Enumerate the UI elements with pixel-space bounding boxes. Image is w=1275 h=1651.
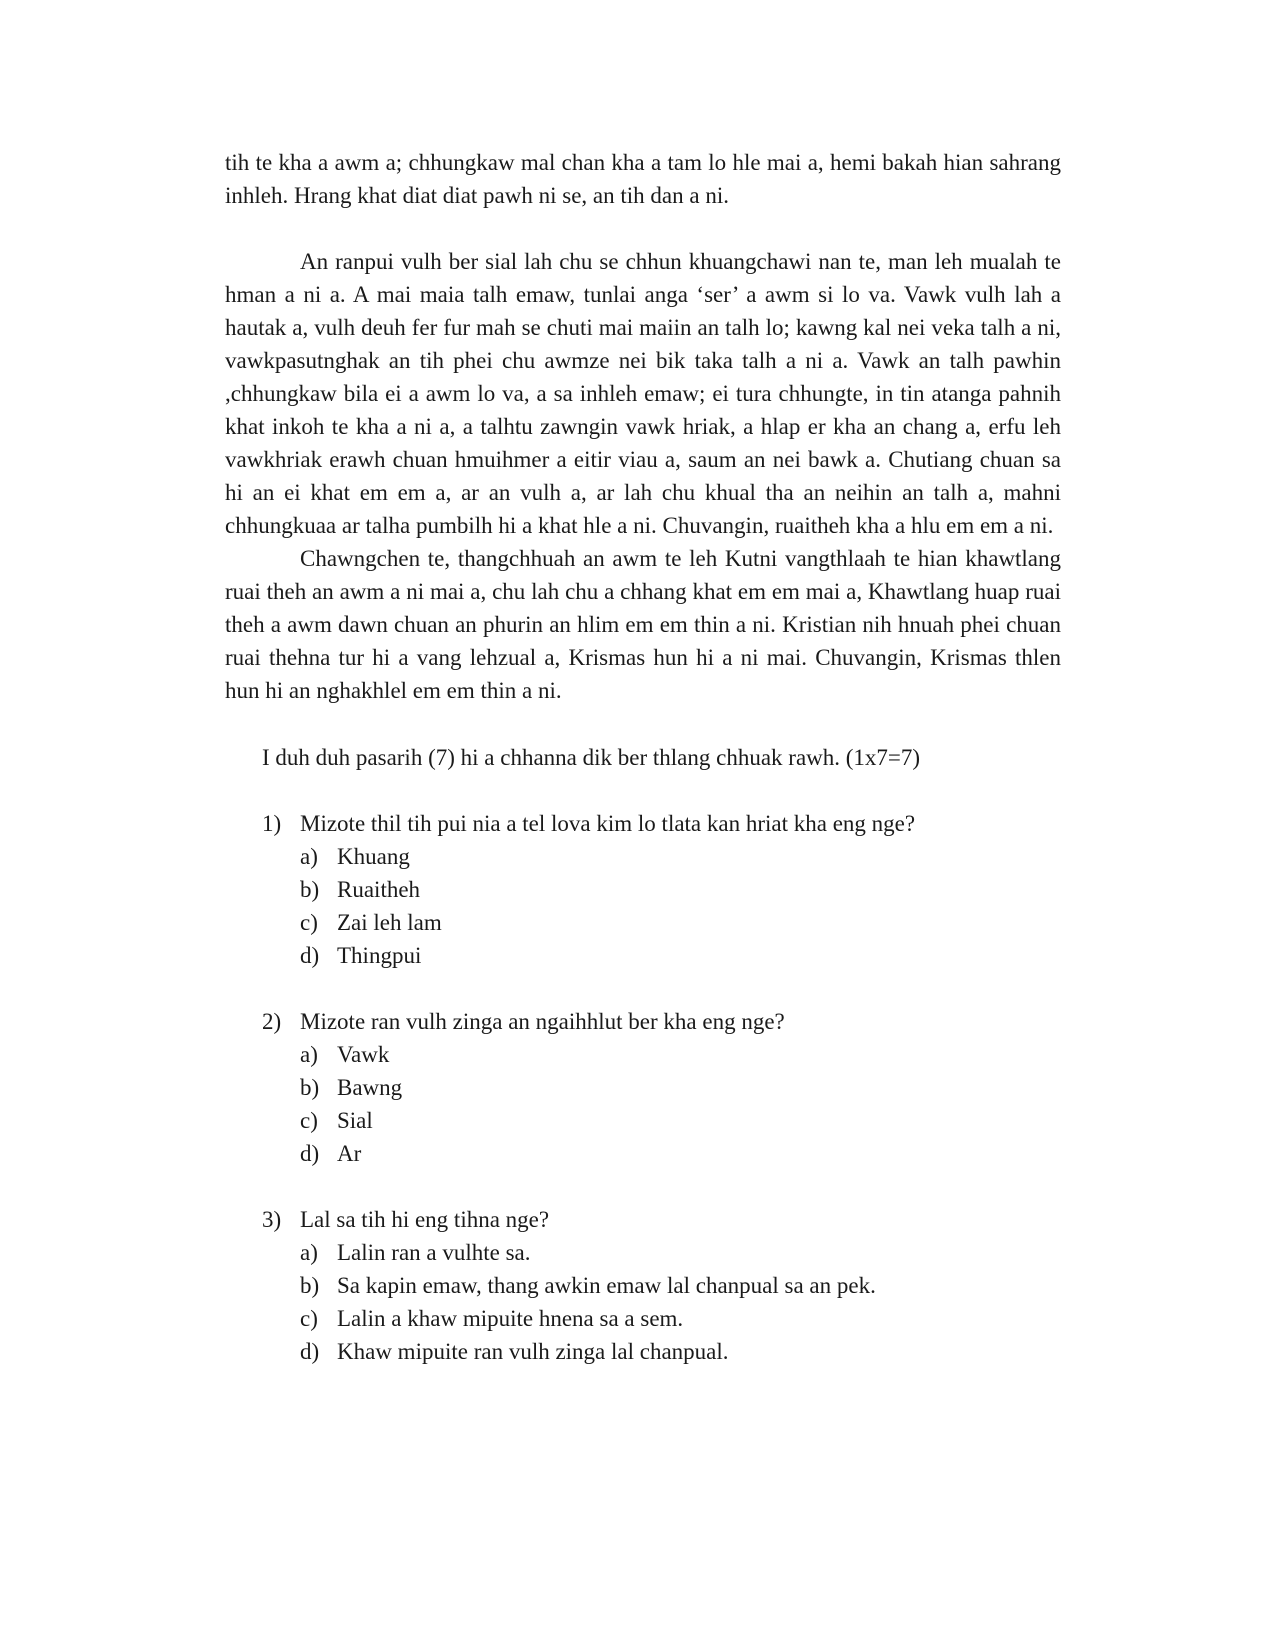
passage-paragraph-1: tih te kha a awm a; chhungkaw mal chan kha a tam lo hle mai a, hemi bakah hian sahrang inhleh. Hrang khat diat diat pawh ni se, an tih dan a ni.: [225, 150, 1061, 208]
question-stem: [262, 1005, 1061, 1038]
option-d: [300, 1137, 1061, 1170]
option-list: [300, 1038, 1061, 1170]
option-text: Lalin a khaw mipuite hnena sa a sem.: [337, 1306, 684, 1331]
option-text: Khaw mipuite ran vulh zinga lal chanpual.: [337, 1339, 729, 1364]
document-page: [225, 146, 1061, 1368]
option-a: [300, 1038, 1061, 1071]
question-2: [225, 1005, 1061, 1170]
question-text: Mizote ran vulh zinga an ngaihhlut ber kha eng nge?: [300, 1009, 785, 1034]
option-c: [300, 1302, 1061, 1335]
option-text: Ar: [337, 1141, 362, 1166]
question-instruction: I duh duh pasarih (7) hi a chhanna dik ber thlang chhuak rawh. (1x7=7): [262, 745, 921, 770]
option-text: Thingpui: [337, 943, 422, 968]
option-letter: c): [300, 1108, 318, 1133]
option-a: [300, 1236, 1061, 1269]
option-text: Khuang: [337, 844, 410, 869]
option-letter: a): [300, 844, 318, 869]
option-a: [300, 840, 1061, 873]
question-number: 2): [262, 1009, 282, 1034]
option-d: [300, 939, 1061, 972]
option-letter: a): [300, 1042, 318, 1067]
option-letter: b): [300, 1075, 320, 1100]
option-letter: d): [300, 1141, 320, 1166]
option-b: [300, 1071, 1061, 1104]
option-text: Ruaitheh: [337, 877, 421, 902]
option-text: Sial: [337, 1108, 373, 1133]
question-1: [225, 807, 1061, 972]
passage-paragraph-2: An ranpui vulh ber sial lah chu se chhun khuangchawi nan te, man leh mualah te hman a ni a. A mai maia talh emaw, tunlai anga ‘ser’ a awm si lo va. Vawk vulh lah a hautak a, vulh deuh fer fur mah se chuti mai maiin an talh lo; kawng kal nei veka talh a ni, vawkpasutnghak an tih phei chu awmze nei bik taka talh a ni a. Vawk an talh pawhin ,chhungkaw bila ei a awm lo va, a sa inhleh emaw; ei tura chhungte, in tin atanga pahnih khat inkoh te kha a ni a, a talhtu zawngin vawk hriak, a hlap er kha an chang a, erfu leh vawkhriak erawh chuan hmuihmer a eitir viau a, saum an nei bawk a. Chutiang chuan sa hi an ei khat em em a, ar an vulh a, ar lah chu khual tha an neihin an talh a, mahni chhungkuaa ar talha pumbilh hi a khat hle a ni. Chuvangin, ruaitheh kha a hlu em em a ni.: [225, 249, 1061, 538]
option-letter: a): [300, 1240, 318, 1265]
question-text: Mizote thil tih pui nia a tel lova kim lo tlata kan hriat kha eng nge?: [300, 811, 916, 836]
option-letter: b): [300, 877, 320, 902]
question-stem: [262, 807, 1061, 840]
option-text: Zai leh lam: [337, 910, 442, 935]
option-text: Sa kapin emaw, thang awkin emaw lal chanpual sa an pek.: [337, 1273, 876, 1298]
option-letter: d): [300, 943, 320, 968]
option-c: [300, 1104, 1061, 1137]
option-list: [300, 1236, 1061, 1368]
question-number: 1): [262, 811, 282, 836]
option-d: [300, 1335, 1061, 1368]
option-b: [300, 873, 1061, 906]
question-stem: [262, 1203, 1061, 1236]
option-b: [300, 1269, 1061, 1302]
option-c: [300, 906, 1061, 939]
option-letter: c): [300, 910, 318, 935]
option-letter: b): [300, 1273, 320, 1298]
option-list: [300, 840, 1061, 972]
option-text: Vawk: [337, 1042, 390, 1067]
question-number: 3): [262, 1207, 282, 1232]
option-text: Lalin ran a vulhte sa.: [337, 1240, 531, 1265]
passage-paragraph-3: Chawngchen te, thangchhuah an awm te leh Kutni vangthlaah te hian khawtlang ruai theh an awm a ni mai a, chu lah chu a chhang khat em em mai a, Khawtlang huap ruai theh a awm dawn chuan an phurin an hlim em em thin a ni. Kristian nih hnuah phei chuan ruai thehna tur hi a vang lehzual a, Krismas hun hi a ni mai. Chuvangin, Krismas thlen hun hi an nghakhlel em em thin a ni.: [225, 546, 1061, 703]
question-3: [225, 1203, 1061, 1368]
option-letter: d): [300, 1339, 320, 1364]
question-text: Lal sa tih hi eng tihna nge?: [300, 1207, 550, 1232]
option-text: Bawng: [337, 1075, 403, 1100]
option-letter: c): [300, 1306, 318, 1331]
